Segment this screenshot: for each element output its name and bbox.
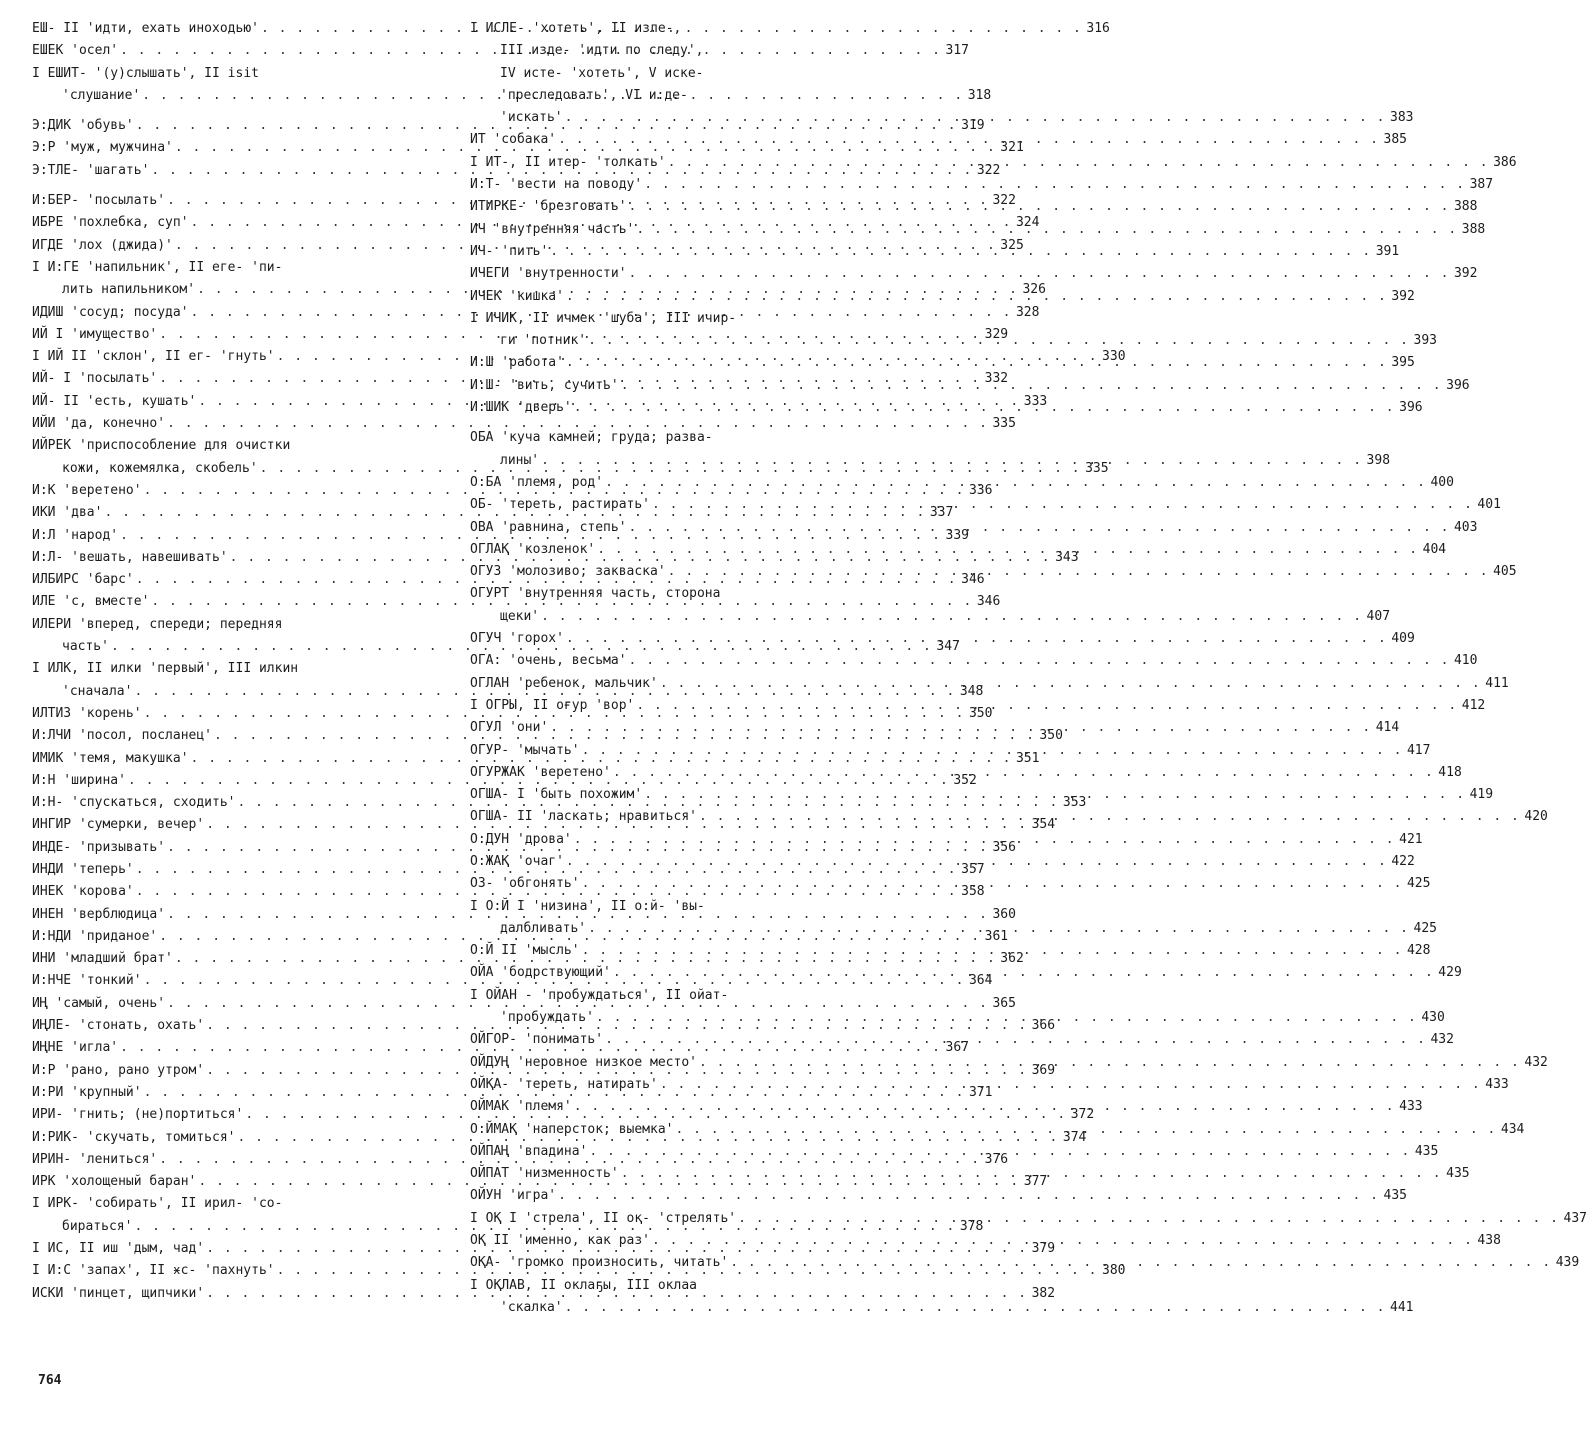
entry-page-number: 352	[953, 772, 977, 788]
entry-text: ОГУРТ 'внутренняя часть, сторона	[470, 586, 721, 602]
entry-page-number: 353	[1062, 795, 1087, 811]
section-gap	[32, 182, 386, 190]
entry-text: ИЧ- 'пить'	[470, 243, 549, 259]
entry-page-number: 411	[1485, 675, 1509, 691]
dot-leader	[736, 1208, 1561, 1230]
entry-text: лить напильником'	[62, 282, 196, 298]
entry-text: О:БА 'племя, род'	[470, 474, 604, 490]
entry-page-number: 361	[984, 928, 1009, 944]
entry-page-number: 435	[1446, 1166, 1470, 1182]
entry-text: Э:ДИК 'обувь'	[32, 118, 134, 134]
entry-text: ИЙРЕК 'приспособление для очистки	[32, 438, 291, 454]
entry-text: далбливать'	[500, 920, 587, 936]
dot-leader	[595, 539, 1420, 561]
entry-page-number: 420	[1524, 809, 1548, 825]
entry-text: I ОЙАН - 'пробуждаться', II ойат-	[470, 987, 729, 1003]
entry-page-number: 324	[1015, 215, 1040, 231]
dot-leader	[556, 1185, 1381, 1207]
entry-page-number: 369	[1031, 1062, 1056, 1078]
entry-page-number: 401	[1477, 497, 1501, 513]
dot-leader	[572, 397, 1397, 419]
index-entry	[470, 1185, 1407, 1207]
entry-page-number: 360	[992, 906, 1016, 922]
entry-text: ОЙҚА- 'тереть, натирать'	[470, 1076, 658, 1092]
entry-text: О:ДУН 'дрова'	[470, 831, 572, 847]
entry-text: ИРИ- 'гнить; (не)портиться'	[32, 1107, 244, 1123]
entry-text: И:ЛЧИ 'посол, посланец'	[32, 728, 213, 744]
dot-leader	[642, 784, 1467, 806]
entry-text: ги 'потник'	[500, 333, 587, 349]
index-entry	[32, 413, 1016, 435]
entry-text: О:Й II 'мысль'	[470, 943, 580, 959]
entry-page-number: 435	[1414, 1143, 1439, 1159]
entry-continuation	[470, 40, 825, 62]
entry-text: ИБРЕ 'похлебка, суп'	[32, 215, 189, 231]
dot-leader	[634, 219, 1459, 241]
entry-page-number: 317	[945, 43, 969, 59]
entry-text: ИҢНЕ 'игла'	[32, 1040, 119, 1056]
entry-page-number: 322	[976, 162, 1001, 178]
entry-text: ИРИН- 'лениться'	[32, 1151, 158, 1167]
entry-page-number: 328	[1015, 304, 1040, 320]
dot-leader	[539, 450, 1364, 472]
entry-headline	[470, 896, 825, 918]
entry-page-number: 356	[992, 839, 1016, 855]
entry-headline	[32, 257, 386, 279]
entry-text: ОГУР- 'мычать'	[470, 742, 580, 758]
entry-text: ОЙГОР- 'понимать'	[470, 1032, 604, 1048]
entry-text: ИЧ 'внутренняя часть'	[470, 221, 635, 237]
entry-page-number: 330	[1102, 349, 1126, 365]
entry-headline	[32, 435, 386, 457]
entry-text: ОҚ II 'именно, как раз'	[470, 1233, 651, 1249]
entry-headline	[470, 18, 825, 40]
entry-page-number: 396	[1399, 400, 1423, 416]
dot-leader	[697, 806, 1522, 828]
entry-text: ИНИ 'младший брат'	[32, 951, 173, 967]
entry-page-number: 350	[968, 705, 993, 721]
entry-text: 'скалка'	[500, 1299, 563, 1315]
entry-text: ИНДЕ- 'призывать'	[32, 839, 166, 855]
entry-text: И:Н- 'спускаться, сходить'	[32, 795, 236, 811]
entry-page-number: 433	[1399, 1099, 1423, 1115]
entry-text: И:Н 'ширина'	[32, 772, 126, 788]
entry-page-number: 332	[984, 371, 1009, 387]
entry-text: И:К 'веретено'	[32, 482, 142, 498]
entry-headline	[470, 650, 1478, 672]
entry-page-number: 392	[1391, 288, 1415, 304]
entry-text: ЕШ- II 'идти, ехать иноходью'	[32, 21, 259, 36]
dot-leader	[563, 107, 1388, 129]
entry-text: ИЛТИЗ 'корень'	[32, 705, 142, 721]
entry-page-number: 380	[1102, 1263, 1126, 1279]
entry-headline	[470, 263, 1478, 285]
entry-page-number: 407	[1366, 608, 1391, 624]
entry-page-number: 372	[1070, 1107, 1095, 1123]
dot-leader	[594, 1007, 1419, 1029]
entry-page-number: 325	[1000, 237, 1024, 253]
entry-text: ОВА 'равнина, степь'	[470, 519, 627, 535]
entry-text: кожи, кожемялка, скобель'	[62, 460, 258, 476]
entry-page-number: 392	[1453, 266, 1478, 282]
entry-page-number: 387	[1469, 177, 1494, 193]
entry-text: I ИЙ II 'склон', II ег- 'гнуть'	[32, 349, 275, 365]
dot-leader	[658, 673, 1483, 695]
entry-text: ОҚА- 'громко произносить, читать'	[470, 1255, 729, 1271]
entry-text: часть'	[62, 639, 109, 655]
entry-text: ИЙ I 'имущество'	[32, 326, 158, 342]
entry-text: ИҢЛЕ- 'стонать, охать'	[32, 1018, 205, 1034]
dot-leader	[580, 740, 1405, 762]
entry-text: И:Л- 'вешать, навешивать'	[32, 549, 228, 565]
dot-leader	[650, 1230, 1475, 1252]
entry-page-number: 388	[1453, 199, 1478, 215]
entry-page-number: 346	[976, 594, 1001, 610]
entry-page-number: 347	[936, 639, 960, 655]
entry-page-number: 391	[1375, 243, 1400, 259]
entry-page-number: 318	[967, 87, 992, 103]
entry-page-number: 322	[992, 193, 1016, 209]
section-gap	[32, 107, 386, 115]
dot-leader	[586, 918, 1411, 940]
entry-headline	[470, 174, 1494, 196]
entry-text: ИЙИ 'да, конечно'	[32, 416, 166, 432]
entry-page-number: 412	[1461, 697, 1486, 713]
entry-page-number: 374	[1062, 1129, 1087, 1145]
dot-leader	[658, 1074, 1483, 1096]
entry-text: ИТ 'собака'	[470, 132, 557, 148]
entry-page-number: 439	[1555, 1255, 1580, 1271]
entry-headline	[32, 1193, 386, 1215]
entry-text: 'сначала'	[62, 683, 133, 699]
entry-page-number: 432	[1430, 1032, 1454, 1048]
entry-text: И:НДИ 'приданое'	[32, 928, 158, 944]
dot-leader	[586, 330, 1411, 352]
entry-text: I ОГРЫ, II оғур 'вор'	[470, 697, 635, 713]
entry-page-number: 434	[1500, 1121, 1525, 1137]
dot-leader	[564, 628, 1389, 650]
dot-leader	[564, 352, 1389, 374]
entry-page-number: 400	[1430, 474, 1454, 490]
entry-page-number: 351	[1015, 750, 1040, 766]
entry-text: I ИЛК, II илки 'первый', III илкин	[32, 661, 299, 677]
entry-page-number: 428	[1406, 943, 1431, 959]
entry-text: ОЙПАТ 'низменность'	[470, 1166, 619, 1182]
entry-text: ИНЕН 'верблюдица'	[32, 906, 166, 922]
entry-continuation	[470, 1297, 1414, 1319]
entry-page-number: 367	[945, 1040, 969, 1056]
entry-page-number: 346	[961, 572, 985, 588]
entry-page-number: 336	[968, 482, 993, 498]
entry-page-number: 335	[992, 416, 1016, 432]
entry-text: I О:Й I 'низина', II о:й- 'вы-	[470, 898, 705, 914]
dot-leader	[619, 375, 1444, 397]
dot-leader	[548, 241, 1373, 263]
entry-page-number: 398	[1366, 452, 1391, 468]
entry-text: щеки'	[500, 608, 540, 624]
entry-text: И:Т- 'вести на поводу'	[470, 177, 643, 193]
entry-text: 'пробуждать'	[500, 1010, 594, 1026]
entry-page-number: 435	[1383, 1188, 1407, 1204]
entry-page-number: 376	[984, 1151, 1009, 1167]
entry-text: И:Р 'рано, рано утром'	[32, 1062, 205, 1078]
entry-page-number: 438	[1477, 1233, 1501, 1249]
entry-page-number: 366	[1031, 1018, 1056, 1034]
entry-page-number: 362	[1000, 951, 1024, 967]
entry-text: I ЕШИТ- '(у)слышать', II isit	[32, 65, 259, 81]
entry-text: бираться'	[62, 1218, 133, 1234]
dot-leader	[619, 1163, 1444, 1185]
entry-page-number: 382	[1031, 1285, 1056, 1301]
entry-text: ИЙ- II 'есть, кушать'	[32, 393, 197, 409]
entry-text: ОЗ- 'обгонять'	[470, 876, 580, 892]
entry-text: ИЙ- I 'посылать'	[32, 371, 158, 387]
entry-text: ИНЕК 'корова'	[32, 884, 134, 900]
entry-text: Э:Р 'муж, мужчина'	[32, 140, 173, 156]
entry-text: ОЙДУҢ 'неровное низкое место'	[470, 1054, 697, 1070]
entry-text: И:НЧЕ 'тонкий'	[32, 973, 142, 989]
entry-text: О:ЙМАҚ 'наперсток; выемка'	[470, 1121, 674, 1137]
entry-page-number: 422	[1391, 853, 1415, 869]
dot-leader	[580, 940, 1405, 962]
entry-text: И:РИ 'крупный'	[32, 1084, 142, 1100]
entry-page-number: 343	[1055, 549, 1079, 565]
dot-leader	[603, 472, 1428, 494]
entry-text: I ИСЛЕ- 'хотеть', II изле-,	[470, 21, 682, 36]
dot-leader	[674, 1119, 1499, 1141]
entry-text: ОЙА 'бодрствующий'	[470, 965, 611, 981]
entry-page-number: 365	[992, 995, 1016, 1011]
entry-page-number: 430	[1421, 1010, 1445, 1026]
entry-page-number: 319	[961, 118, 985, 134]
dot-leader	[548, 717, 1373, 739]
dot-leader	[627, 517, 1452, 539]
entry-text: ОГУРЖАК 'веретено'	[470, 764, 611, 780]
entry-text: ОЙУН 'игра'	[470, 1188, 557, 1204]
entry-page-number: 393	[1413, 333, 1437, 349]
entry-page-number: 383	[1390, 110, 1414, 126]
entry-page-number: 371	[968, 1084, 993, 1100]
entry-page-number: 357	[961, 861, 985, 877]
entry-text: I ИЧИК, II ичмек 'шуба', III ичир-	[470, 310, 737, 326]
entry-text: ИМИК 'темя, макушка'	[32, 750, 189, 766]
entry-text: И:Ш- 'вить, сучить'	[470, 377, 619, 393]
index-entry	[470, 174, 1494, 196]
entry-continuation	[470, 63, 825, 85]
dot-leader	[666, 561, 1491, 583]
entry-text: О:ЖАҚ 'очаг'	[470, 853, 564, 869]
entry-page-number: 396	[1446, 377, 1470, 393]
entry-text: ОГЛАҚ 'козленок'	[470, 541, 596, 557]
entry-page-number: 364	[968, 973, 993, 989]
entry-headline	[470, 308, 825, 330]
entry-headline	[470, 583, 825, 605]
entry-page-number: 395	[1391, 355, 1415, 371]
entry-continuation	[470, 85, 825, 107]
dot-leader	[634, 695, 1459, 717]
dot-leader	[642, 174, 1467, 196]
entry-text: ОГЛАН 'ребенок, мальчик'	[470, 675, 658, 691]
dot-leader	[611, 762, 1436, 784]
entry-text: ОЙПАҢ 'впадина'	[470, 1143, 588, 1159]
entry-page-number: 386	[1493, 154, 1517, 170]
entry-text: И:ШИК 'дверь'	[470, 400, 572, 416]
entry-text: лины'	[500, 452, 540, 468]
entry-page-number: 432	[1524, 1054, 1548, 1070]
entry-text: I И:ГЕ 'напильник', II еге- 'пи-	[32, 259, 283, 275]
entry-page-number: 388	[1461, 221, 1486, 237]
entry-page-number: 354	[1031, 817, 1056, 833]
entry-page-number: 350	[1039, 728, 1063, 744]
entry-text: ИЛЕ 'с, вместе'	[32, 594, 150, 610]
entry-headline	[470, 985, 825, 1007]
entry-page-number: 316	[1086, 21, 1110, 36]
entry-text: ИКИ 'два'	[32, 505, 103, 521]
index-entry	[470, 650, 1478, 672]
entry-page-number: 348	[959, 683, 984, 699]
dot-leader	[666, 152, 1491, 174]
entry-page-number: 410	[1453, 653, 1478, 669]
entry-text: ИДИШ 'сосуд; посуда'	[32, 304, 189, 320]
entry-text: ОБА 'куча камней; груда; разва-	[470, 430, 713, 446]
entry-page-number: 429	[1438, 965, 1462, 981]
entry-text: I ИС, II иш 'дым, чад'	[32, 1241, 205, 1257]
entry-text: И:Л 'народ'	[32, 527, 119, 543]
entry-page-number: 441	[1390, 1299, 1414, 1315]
entry-page-number: 414	[1375, 720, 1400, 736]
entry-text: ИРК 'холощеный баран'	[32, 1174, 197, 1190]
entry-text: I ОҚ I 'стрела', II оқ- 'стрелять'	[470, 1210, 737, 1226]
entry-page-number: 321	[1000, 140, 1024, 156]
dot-leader	[564, 286, 1389, 308]
entry-headline	[32, 614, 386, 636]
entry-text: ОГА: 'очень, весьма'	[470, 653, 627, 669]
entry-text: IV исте- 'хотеть', V иске-	[500, 65, 704, 81]
entry-text: ИГДЕ 'лох (джида)'	[32, 237, 173, 253]
dot-leader	[563, 1297, 1388, 1319]
entry-text: 'преследовать', VI и:де-	[500, 87, 688, 103]
dot-leader	[572, 829, 1397, 851]
entry-page-number: 425	[1413, 920, 1437, 936]
dot-leader	[556, 129, 1381, 151]
entry-page-number: 418	[1438, 764, 1462, 780]
entry-headline	[32, 658, 386, 680]
dot-leader	[611, 962, 1436, 984]
entry-text: ИЛЕРИ 'вперед, спереди; передняя	[32, 616, 283, 632]
index-entry	[470, 263, 1478, 285]
entry-text: I ИТ-, II итер- 'толкать'	[470, 154, 666, 170]
entry-page-number: 405	[1493, 564, 1517, 580]
entry-continuation	[470, 606, 1391, 628]
entry-page-number: 337	[929, 505, 954, 521]
entry-text: ИНДИ 'теперь'	[32, 861, 134, 877]
dot-leader	[650, 494, 1475, 516]
entry-page-number: 385	[1383, 132, 1407, 148]
entry-page-number: 433	[1485, 1076, 1509, 1092]
entry-page-number: 404	[1422, 541, 1447, 557]
entry-text: 'слушание'	[62, 87, 141, 103]
entry-page-number: 421	[1399, 831, 1423, 847]
entry-text: ИҢ 'самый, очень'	[32, 995, 166, 1011]
entry-page-number: 358	[961, 884, 985, 900]
entry-text: ОГУЛ 'они'	[470, 720, 549, 736]
entry-page-number: 403	[1453, 519, 1478, 535]
entry-page-number: 326	[1022, 282, 1046, 298]
dot-leader	[627, 650, 1452, 672]
entry-page-number: 409	[1391, 631, 1415, 647]
entry-text: ИЧЕГИ 'внутренности'	[470, 266, 627, 282]
entry-page-number: 425	[1406, 876, 1431, 892]
entry-text: И:РИК- 'скучать, томиться'	[32, 1129, 236, 1145]
dot-leader	[572, 1096, 1397, 1118]
dot-leader	[728, 1252, 1553, 1274]
entry-page-number: 379	[1031, 1241, 1056, 1257]
entry-page-number: 419	[1469, 787, 1494, 803]
entry-page-number: 329	[984, 326, 1009, 342]
entry-text: ЕШЕК 'осел'	[32, 43, 119, 59]
entry-page-number: 333	[1023, 393, 1048, 409]
dot-leader	[603, 1029, 1428, 1051]
entry-page-number: 339	[945, 527, 969, 543]
dot-leader	[697, 1052, 1522, 1074]
dot-leader	[580, 873, 1405, 895]
entry-text: И:БЕР- 'посылать'	[32, 193, 166, 209]
entry-text: ОГША- I 'быть похожим'	[470, 787, 643, 803]
entry-page-number: 377	[1023, 1174, 1048, 1190]
entry-text: 'искать'	[500, 110, 563, 126]
dot-leader	[587, 1141, 1412, 1163]
entry-headline	[470, 1185, 1407, 1207]
dot-leader	[564, 851, 1389, 873]
entry-text: ИЛБИРС 'барс'	[32, 572, 134, 588]
entry-text: I И:С 'запах', II ӿс- 'пахнуть'	[32, 1263, 275, 1279]
entry-text: ИЧЕК 'кишка'	[470, 288, 564, 304]
entry-text: ОЙМАК 'племя'	[470, 1099, 572, 1115]
entry-text: ОГША- II 'ласкать; нравиться'	[470, 809, 697, 825]
entry-headline	[470, 1275, 825, 1297]
entry-text: ОГУЧ 'горох'	[470, 631, 564, 647]
entry-text: I ИРК- 'собирать', II ирил- 'со-	[32, 1196, 283, 1212]
entry-page-number: 335	[1085, 460, 1109, 476]
entry-text: III изде- 'идти по следу',	[500, 43, 704, 59]
section-gap	[470, 419, 825, 427]
entry-headline	[32, 63, 386, 85]
entry-headline	[32, 413, 1016, 435]
entry-text: ИСКИ 'пинцет, щипчики'	[32, 1285, 205, 1301]
dot-leader	[627, 263, 1452, 285]
entry-headline	[470, 427, 825, 449]
entry-text: I ОҚЛАВ, II оклаҕы, III оклаа	[470, 1277, 697, 1293]
dot-leader	[539, 606, 1364, 628]
entry-text: И:Ш 'работа'	[470, 355, 564, 371]
entry-text: ИТИРКЕ- 'брезговать'	[470, 199, 627, 215]
entry-text: ИНГИР 'сумерки, вечер'	[32, 817, 205, 833]
entry-page-number: 417	[1406, 742, 1431, 758]
entry-text: ОБ- 'тереть, растирать'	[470, 497, 651, 513]
dot-leader	[627, 196, 1452, 218]
entry-text: ОГУЗ 'молозиво; закваска'	[470, 564, 666, 580]
page-number: 764	[38, 1373, 62, 1388]
entry-page-number: 437	[1563, 1210, 1587, 1226]
entry-text: Э:ТЛЕ- 'шагать'	[32, 162, 150, 178]
entry-page-number: 378	[959, 1218, 984, 1234]
